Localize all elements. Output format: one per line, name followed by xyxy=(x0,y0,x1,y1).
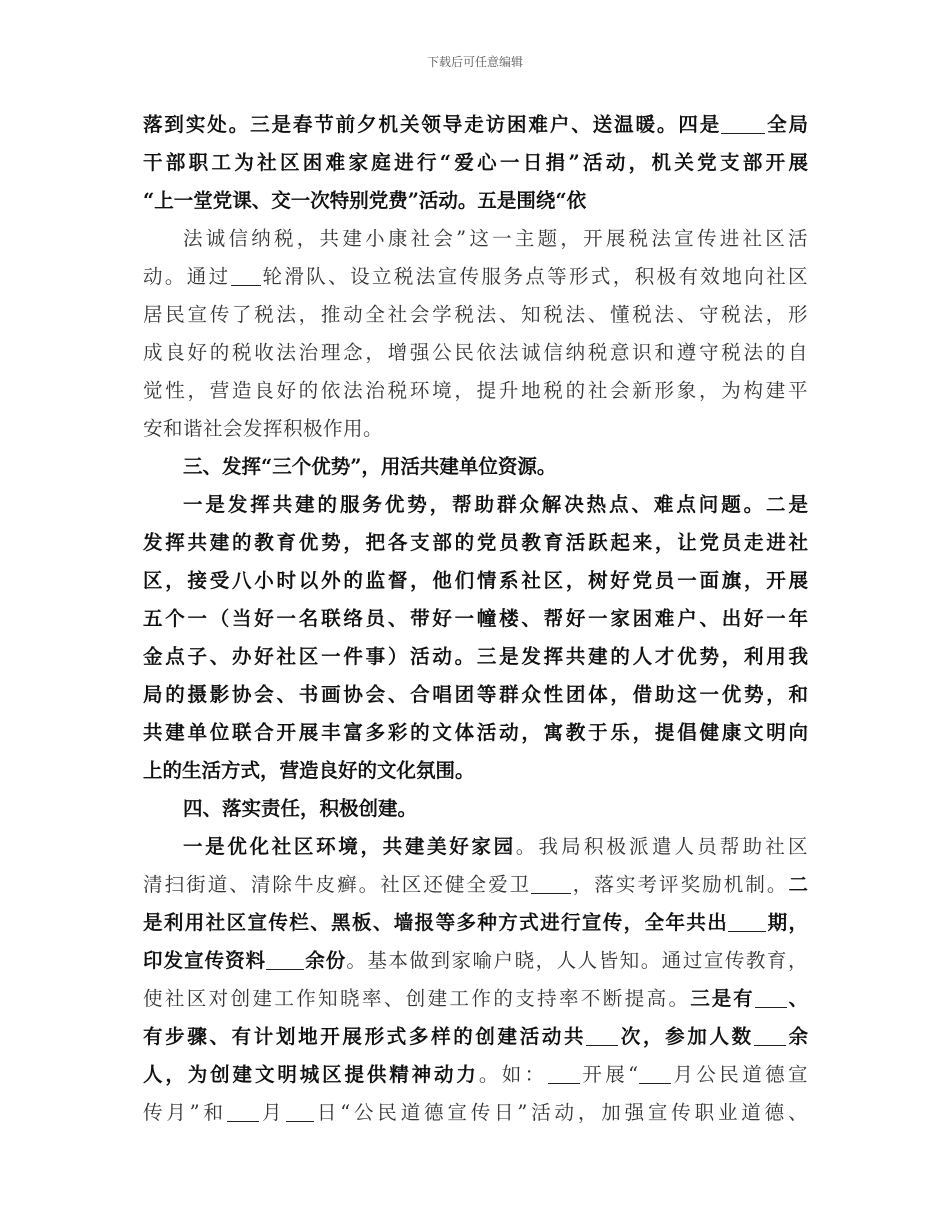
text-segment: 发挥共建的教育优势，把各支部的党员教育活跃起来，让党员走进社 xyxy=(143,531,808,554)
text-segment: “上一堂党课、交一次特别党费”活动。五是围绕“依 xyxy=(143,189,587,212)
fill-blank xyxy=(231,266,261,287)
text-line xyxy=(143,562,808,600)
text-segment: 月公民道德宣 xyxy=(670,1063,808,1086)
text-segment: 人，为创建文明城区提供精神动力 xyxy=(143,1063,479,1086)
text-segment: 上的生活方式，营造良好的文化氛围。 xyxy=(143,759,475,782)
text-segment: 法诚信纳税，共建小康社会”这一主题，开展税法宣传进社区活 xyxy=(183,227,808,250)
text-segment: 成良好的税收法治理念，增强公民依法诚信纳税意识和遵守税法的自 xyxy=(143,341,808,364)
text-segment: 落到实处。三是春节前夕机关领导走访困难户、送温暖。四是 xyxy=(143,113,722,136)
text-line xyxy=(143,638,808,676)
text-segment: 。我局积极派遣人员帮助社区 xyxy=(515,835,808,858)
text-segment: 区，接受八小时以外的监督，他们情系社区，树好党员一面旗，开展 xyxy=(143,569,808,592)
text-segment: 四、落实责任，积极创建。 xyxy=(183,797,418,820)
text-line xyxy=(143,942,808,980)
text-segment: 传月”和 xyxy=(143,1101,227,1124)
text-segment: 、 xyxy=(786,987,808,1010)
text-segment: 。基本做到家喻户晓，人人皆知。通过宣传教育， xyxy=(346,949,808,972)
text-segment: ，落实考评奖励机制。 xyxy=(571,873,789,896)
text-line xyxy=(143,1056,808,1094)
text-segment: 余份 xyxy=(304,949,347,972)
fill-blank xyxy=(755,988,787,1009)
text-line xyxy=(143,828,808,866)
text-segment: 觉性，营造良好的依法治税环境，提升地税的社会新形象，为构建平 xyxy=(143,379,808,402)
text-segment: 月 xyxy=(258,1101,286,1124)
text-line xyxy=(143,106,808,144)
text-line xyxy=(143,334,808,372)
text-line xyxy=(143,752,808,790)
text-segment: 轮滑队、设立税法宣传服务点等形式，积极有效地向社区 xyxy=(260,265,808,288)
fill-blank xyxy=(639,1064,671,1085)
text-segment: 日“公民道德宣传日”活动，加强宣传职业道德、 xyxy=(313,1101,808,1124)
text-segment: 开展“ xyxy=(579,1063,639,1086)
text-line xyxy=(143,182,808,220)
text-line xyxy=(143,866,808,904)
text-line xyxy=(143,486,808,524)
text-segment: 干部职工为社区困难家庭进行“爱心一日捐”活动，机关党支部开展 xyxy=(143,151,808,174)
fill-blank xyxy=(548,1064,580,1085)
text-segment: 居民宣传了税法，推动全社会学税法、知税法、懂税法、守税法，形 xyxy=(143,303,808,326)
text-line xyxy=(143,676,808,714)
text-segment: 一是优化社区环境，共建美好家园 xyxy=(183,835,516,858)
text-segment: 有步骤、有计划地开展形式多样的创建活动共 xyxy=(143,1025,587,1048)
text-line xyxy=(143,258,808,296)
text-segment: 余 xyxy=(785,1025,808,1048)
text-line xyxy=(143,448,808,486)
text-segment: 共建单位联合开展丰富多彩的文体活动，寓教于乐，提倡健康文明向 xyxy=(143,721,808,744)
fill-blank xyxy=(286,1102,314,1123)
text-segment: 五个一（当好一名联络员、带好一幢楼、帮好一家困难户、出好一年 xyxy=(143,607,808,630)
text-line xyxy=(143,714,808,752)
fill-blank xyxy=(754,1026,786,1047)
document-body xyxy=(143,106,808,1132)
text-line xyxy=(143,600,808,638)
fill-blank xyxy=(721,114,765,135)
text-line xyxy=(143,980,808,1018)
text-segment: 三、发挥“三个优势”，用活共建单位资源。 xyxy=(183,455,557,478)
text-line xyxy=(143,904,808,942)
text-segment: 印发宣传资料 xyxy=(143,949,267,972)
text-segment: 次，参加人数 xyxy=(618,1025,754,1048)
text-segment: 动。通过 xyxy=(143,265,231,288)
text-segment: 二 xyxy=(788,873,808,896)
text-segment: 使社区对创建工作知晓率、创建工作的支持率不断提高。 xyxy=(143,987,691,1010)
text-segment: 清扫街道、清除牛皮癣。社区还健全爱卫 xyxy=(143,873,532,896)
text-line xyxy=(143,1018,808,1056)
text-line xyxy=(143,144,808,182)
text-segment: 一是发挥共建的服务优势，帮助群众解决热点、难点问题。二是 xyxy=(183,493,808,516)
fill-blank xyxy=(266,950,304,971)
text-segment: 期， xyxy=(766,911,808,934)
text-segment: 三是有 xyxy=(690,987,755,1010)
text-segment: 。如： xyxy=(478,1063,548,1086)
text-line xyxy=(143,410,808,448)
text-segment: 局的摄影协会、书画协会、合唱团等群众性团体，借助这一优势，和 xyxy=(143,683,808,706)
text-line xyxy=(143,790,808,828)
fill-blank xyxy=(227,1102,259,1123)
page-header: 下载后可任意编辑 xyxy=(426,55,523,69)
text-segment: 金点子、办好社区一件事）活动。三是发挥共建的人才优势，利用我 xyxy=(143,645,808,668)
text-segment: 是利用社区宣传栏、黑板、墙报等多种方式进行宣传，全年共出 xyxy=(143,911,729,934)
fill-blank xyxy=(586,1026,618,1047)
text-line xyxy=(143,372,808,410)
fill-blank xyxy=(531,874,571,895)
text-line xyxy=(143,296,808,334)
text-line xyxy=(143,1094,808,1132)
text-segment: 安和谐社会发挥积极作用。 xyxy=(143,417,384,440)
text-line xyxy=(143,524,808,562)
text-segment: 全局 xyxy=(765,113,808,136)
fill-blank xyxy=(728,912,766,933)
text-line xyxy=(143,220,808,258)
